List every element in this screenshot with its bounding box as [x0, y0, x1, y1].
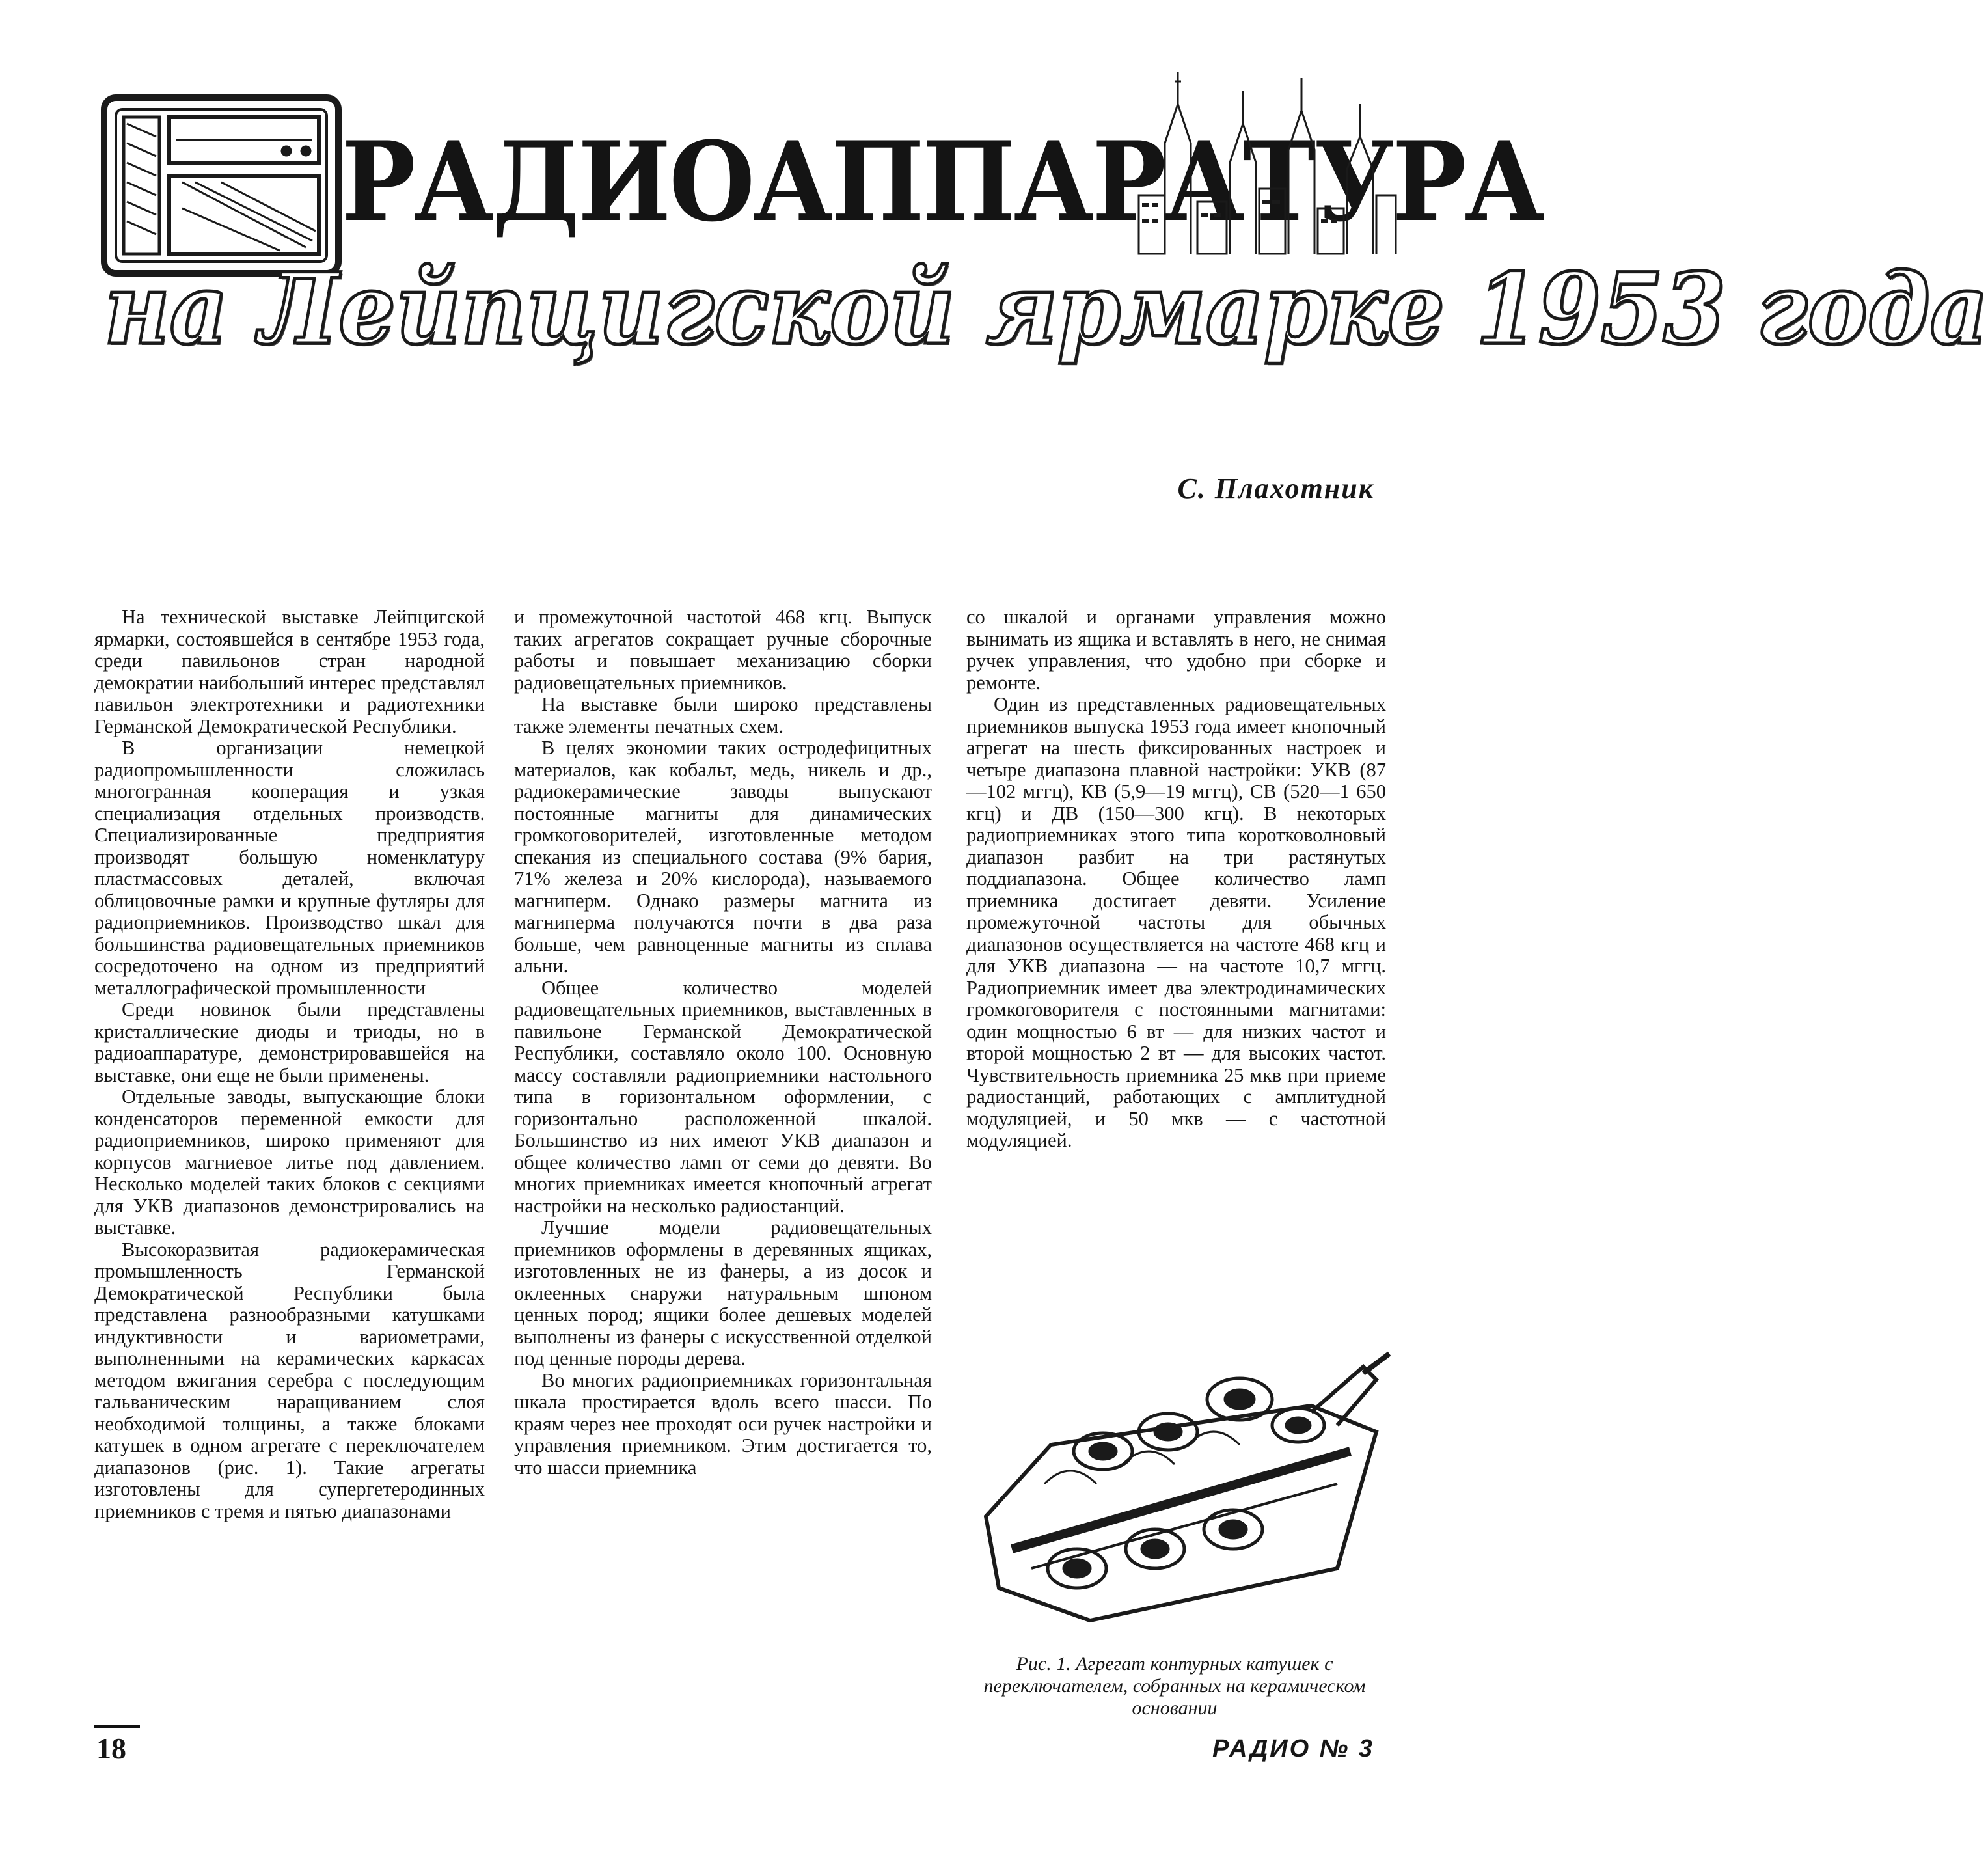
coil-unit-figure [973, 1354, 1389, 1640]
paragraph: На технической выставке Лейпцигской ярмарки, состоявшейся в сентябре 1953 года, среди павильонов стран народной демократии наибольший интерес представлял павильон электротехники и радиотехники Германской Демократической Республики. [94, 606, 485, 737]
paragraph: Общее количество моделей радиовещательных приемников, выставленных в павильоне Германской Демократической Республики, составляло около 100. Основную массу составляли радиоприемники настольного типа в горизонтальном оформлении, с горизонтально расположенной шкалой. Большинство из них имеют УКВ диапазон и общее количество ламп от семи до девяти. Во многих приемниках имеется кнопочный агрегат настройки на несколько радиостанций. [514, 976, 932, 1217]
text-column-3 [966, 607, 1386, 1152]
paragraph: Во многих радиоприемниках горизонтальная шкала простирается вдоль всего шасси. По краям через нее проходят оси ручек настройки и управления приемником. Этим достигается то, что шасси приемника [514, 1369, 932, 1479]
title-line-1: РАДИОАППАРАТУРА [342, 117, 1544, 246]
city-skyline-illustration [1139, 65, 1399, 260]
paragraph: со шкалой и органами управления можно вынимать из ящика и вставлять в него, не снимая ручек управления, что удобно при сборке и ремонте. [966, 606, 1386, 694]
title-line-2: на Лейпцигской ярмарке 1953 года [104, 252, 1988, 366]
journal-footer: РАДИО № 3 [1212, 1735, 1374, 1762]
paragraph: Среди новинок были представлены кристаллические диоды и триоды, но в радиоаппаратуре, демонстрировавшейся на выставке, они еще не были применены. [94, 998, 485, 1086]
paragraph: Высокоразвитая радиокерамическая промышленность Германской Демократической Республики была представлена разнообразными катушками индуктивности и вариометрами, выполненными на керамических каркасах методом вжигания серебра с последующим гальваническим наращиванием слоя необходимой толщины, а также блоками катушек в одном агрегате с переключателем диапазонов (рис. 1). Такие агрегаты изготовлены для супергетеродинных приемников с тремя и пятью диапазонами [94, 1238, 485, 1522]
paragraph: Лучшие модели радиовещательных приемников оформлены в деревянных ящиках, изготовленных не из фанеры, а из досок и оклеенных снаружи натуральным шпоном ценных пород; ящики более дешевых моделей выполнены из фанеры с искусственной отделкой под ценные породы дерева. [514, 1216, 932, 1369]
page-number-rule [94, 1725, 140, 1728]
page-number: 18 [96, 1732, 126, 1765]
author-name: С. Плахотник [1177, 472, 1374, 504]
paragraph: и промежуточной частотой 468 кгц. Выпуск таких агрегатов сокращает ручные сборочные работы и повышает механизацию сборки радиовещательных приемников. [514, 606, 932, 694]
paragraph: В организации немецкой радиопромышленности сложилась многогранная кооперация и узкая специализация отдельных производств. Специализированные предприятия производят большую номенклатуру пластмассовых деталей, включая облицовочные рамки и крупные футляры для радиоприемников. Производство шкал для большинства радиовещательных приемников сосредоточено на одном из предприятий металлографической промышленности [94, 737, 485, 999]
text-column-2 [514, 607, 932, 1479]
text-column-1 [94, 607, 485, 1522]
article-title [91, 65, 1988, 403]
paragraph: В целях экономии таких остродефицитных материалов, как кобальт, медь, никель и др., радиокерамические заводы выпускают постоянные магниты для динамических громкоговорителей, изготовленные методом спекания из специального состава (9% бария, 71% железа и 20% кислорода), называемого магниперм. Однако размеры магнита из магниперма получаются почти в два раза больше, чем равноценные магниты из сплава альни. [514, 737, 932, 977]
paragraph: На выставке были широко представлены также элементы печатных схем. [514, 693, 932, 737]
paragraph: Отдельные заводы, выпускающие блоки конденсаторов переменной емкости для радиоприемников, широко применяют для корпусов магниевое литье под давлением. Несколько моделей таких блоков с секциями для УКВ диапазонов демонстрировались на выставке. [94, 1086, 485, 1238]
figure-caption: Рис. 1. Агрегат контурных катушек с переключателем, собранных на керамическом основании [983, 1653, 1366, 1719]
paragraph: Один из представленных радиовещательных приемников выпуска 1953 года имеет кнопочный агрегат на шесть фиксированных настроек и четыре диапазона плавной настройки: УКВ (87—102 мггц), КВ (5,9—19 мггц), СВ (520—1 650 кгц) и ДВ (150—300 кгц). В некоторых радиоприемниках этого типа коротковолновый диапазон разбит на три растянутых поддиапазона. Общее количество ламп приемника достигает девяти. Усиление промежуточной частоты для обычных диапазонов осуществляется на частоте 468 кгц и для УКВ диапазона — на частоте 10,7 мггц. Радиоприемник имеет два электродинамических громкоговорителя с постоянными магнитами: один мощностью 6 вт — для низких частот и второй мощностью 2 вт — для высоких частот. Чувствительность приемника 25 мкв при приеме радиостанций, работающих с амплитудной модуляцией, и 50 мкв — с частотной модуляцией. [966, 693, 1386, 1151]
